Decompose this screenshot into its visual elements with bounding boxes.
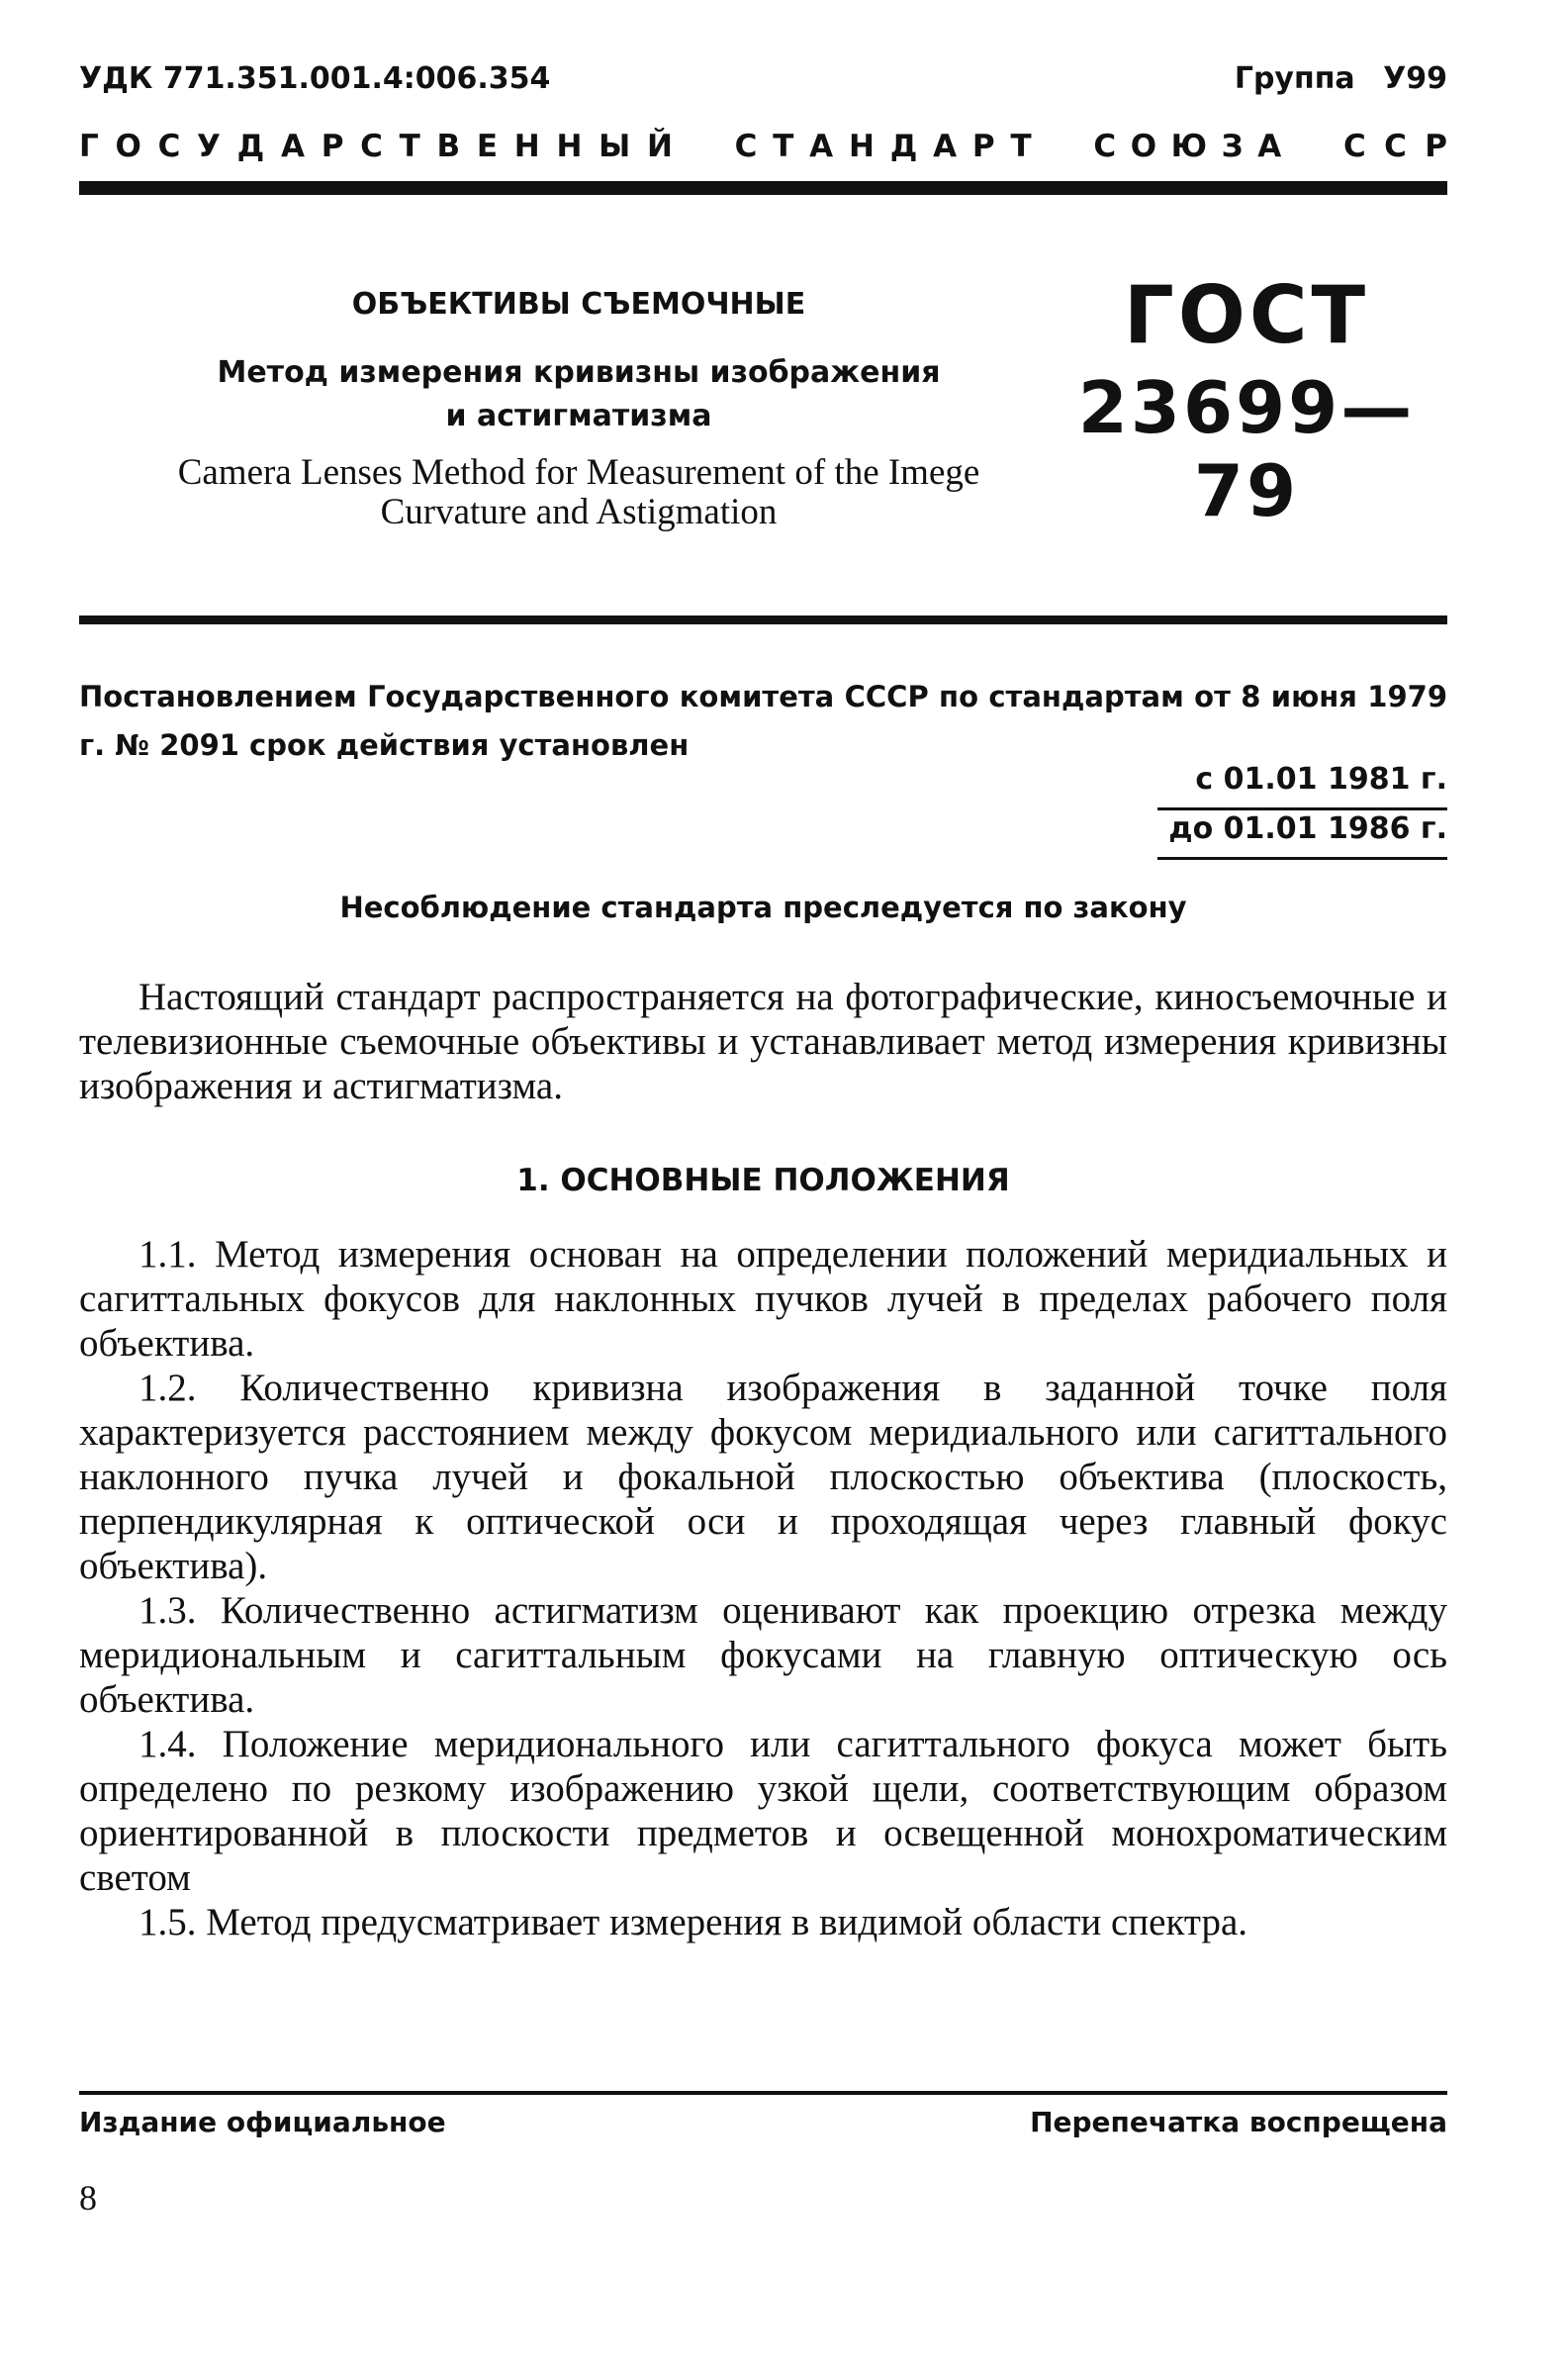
- noncompliance-notice: Несоблюдение стандарта преследуется по закону: [339, 891, 1187, 924]
- effective-from-date: с 01.01 1981 г.: [1195, 762, 1447, 797]
- page-number: 8: [79, 2178, 97, 2218]
- english-title: [79, 453, 1078, 532]
- header-rule: [79, 181, 1447, 195]
- section-heading: 1. ОСНОВНЫЕ ПОЛОЖЕНИЯ: [516, 1163, 1010, 1198]
- paragraph-1-4: 1.4. Положение меридионального или сагиттального фокуса может быть определено по резкому изображению узкой щели, соответствующим образом ориентированной в плоскости предметов и освещенной монохроматическим светом: [79, 1723, 1447, 1899]
- banner-word-state: Г О С У Д А Р С Т В Е Н Н Ы Й: [79, 129, 673, 164]
- date-rule-bottom: [1157, 857, 1447, 860]
- paragraph-1-1: 1.1. Метод измерения основан на определении положений меридиальных и сагиттальных фокусов для наклонных пучков лучей в пределах рабочего поля объектива.: [79, 1233, 1447, 1365]
- banner-word-ussr: С С Р: [1342, 129, 1447, 164]
- section-paragraphs: [79, 1232, 1447, 1944]
- subtitle-line-1: Метод измерения кривизны изображения: [217, 355, 941, 390]
- subtitle-line-2: и астигматизма: [445, 399, 712, 433]
- group-code: Группа У99: [1234, 61, 1447, 96]
- gost-label: ГОСТ: [1123, 269, 1370, 361]
- section-divider: [79, 615, 1447, 624]
- decree-text: Постановлением Государственного комитета СССР по стандартам от 8 июня 1979 г. № 2091 срок действия установлен: [79, 680, 1447, 762]
- udk-code: УДК 771.351.001.4:006.354: [79, 61, 551, 96]
- document-subtitle: [79, 351, 1078, 438]
- date-rule: [1157, 807, 1447, 810]
- document-title: ОБЪЕКТИВЫ СЪЕМОЧНЫЕ: [351, 287, 806, 322]
- gost-number: 23699—79: [1077, 366, 1416, 532]
- reprint-note: Перепечатка воспрещена: [1030, 2106, 1447, 2138]
- english-title-line-2: Curvature and Astigmation: [380, 492, 778, 532]
- intro-paragraph: Настоящий стандарт распространяется на фотографические, киносъемочные и телевизионные съемочные объективы и устанавливает метод измерения кривизны изображения и астигматизма.: [79, 976, 1447, 1107]
- paragraph-1-2: 1.2. Количественно кривизна изображения в заданной точке поля характеризуется расстоянием между фокусом меридиального или сагиттального наклонного пучка лучей и фокальной плоскостью объектива (плоскость, перпендикулярная к оптической оси и проходящая через главный фокус объектива).: [79, 1367, 1447, 1587]
- effective-to-date: до 01.01 1986 г.: [1168, 811, 1447, 846]
- paragraph-1-3: 1.3. Количественно астигматизм оценивают как проекцию отрезка между меридиональным и сагиттальным фокусами на главную оптическую ось объектива.: [79, 1589, 1447, 1721]
- footer-rule: [79, 2091, 1447, 2095]
- edition-note: Издание официальное: [79, 2106, 446, 2138]
- paragraph-1-5: 1.5. Метод предусматривает измерения в видимой области спектра.: [138, 1901, 1248, 1943]
- english-title-line-1: Camera Lenses Method for Measurement of the Imege: [177, 452, 980, 493]
- banner-word-union: С О Ю З А: [1093, 129, 1282, 164]
- state-standard-banner: [79, 129, 1447, 164]
- banner-word-standard: С Т А Н Д А Р Т: [734, 129, 1032, 164]
